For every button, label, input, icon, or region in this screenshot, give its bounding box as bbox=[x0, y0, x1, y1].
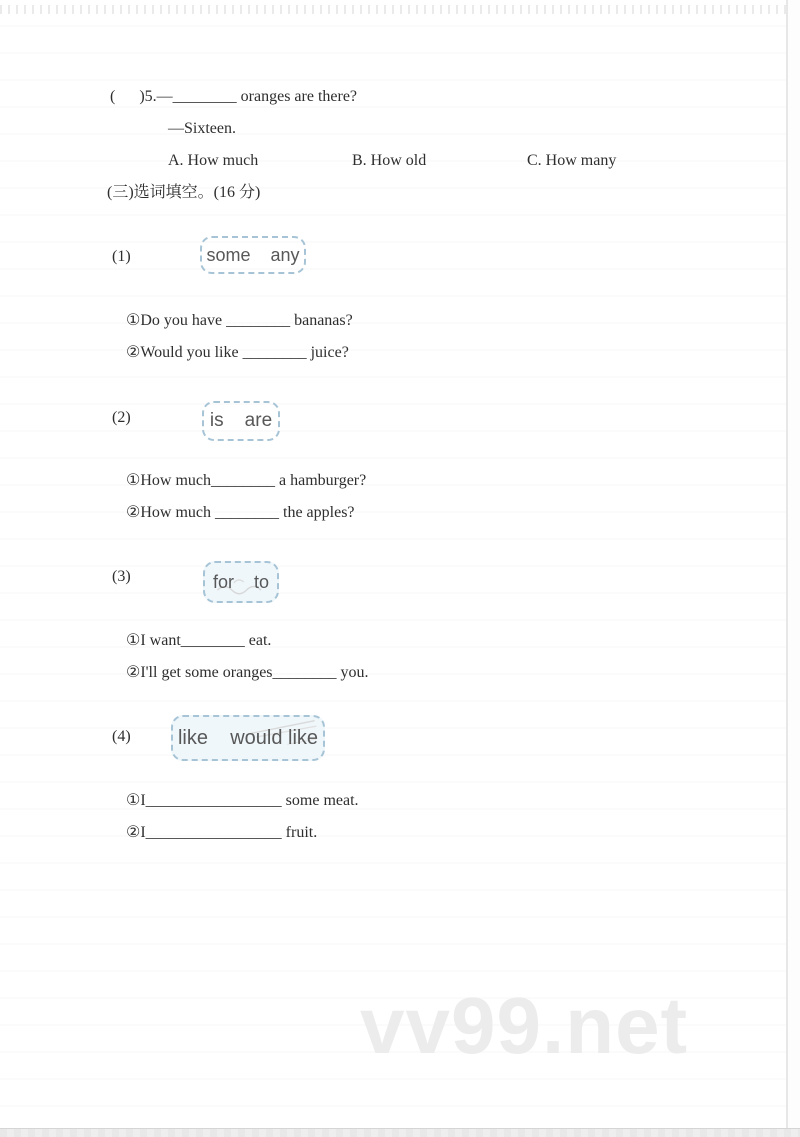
group-4-number: (4) bbox=[112, 728, 131, 745]
right-page-margin bbox=[788, 0, 800, 1137]
group-4-item-1: ①I_________________ some meat. bbox=[126, 792, 359, 809]
group-2-words: is are bbox=[209, 410, 273, 431]
group-4-wordbox bbox=[171, 715, 325, 761]
right-edge-line bbox=[786, 0, 788, 1137]
question-5-answer: —Sixteen. bbox=[168, 120, 236, 137]
group-1-wordbox bbox=[200, 236, 306, 274]
bottom-edge-band bbox=[0, 1128, 800, 1137]
group-2-item-1: ①How much________ a hamburger? bbox=[126, 472, 367, 489]
group-2-wordbox bbox=[202, 401, 280, 441]
group-1-item-2: ②Would you like ________ juice? bbox=[126, 344, 349, 361]
group-1-words: some any bbox=[206, 244, 300, 265]
group-3-item-1: ①I want________ eat. bbox=[126, 632, 272, 649]
option-c: C. How many bbox=[527, 152, 617, 169]
group-2-number: (2) bbox=[112, 409, 131, 426]
top-perforation-edge bbox=[0, 5, 790, 14]
group-4-words: like would like bbox=[177, 726, 319, 749]
option-b: B. How old bbox=[352, 152, 427, 169]
group-3-number: (3) bbox=[112, 568, 131, 585]
question-5-text: ( )5.—________ oranges are there? bbox=[110, 88, 358, 105]
group-4-item-2: ②I_________________ fruit. bbox=[126, 824, 318, 841]
option-a: A. How much bbox=[168, 152, 259, 169]
section-header: (三)选词填空。(16 分) bbox=[107, 184, 261, 201]
group-1-item-1: ①Do you have ________ bananas? bbox=[126, 312, 353, 329]
group-2-item-2: ②How much ________ the apples? bbox=[126, 504, 355, 521]
group-1-number: (1) bbox=[112, 248, 131, 265]
group-3-wordbox bbox=[203, 561, 279, 603]
group-3-item-2: ②I'll get some oranges________ you. bbox=[126, 664, 369, 681]
watermark: vv99.net bbox=[360, 981, 689, 1070]
group-3-words: for to bbox=[212, 571, 270, 592]
